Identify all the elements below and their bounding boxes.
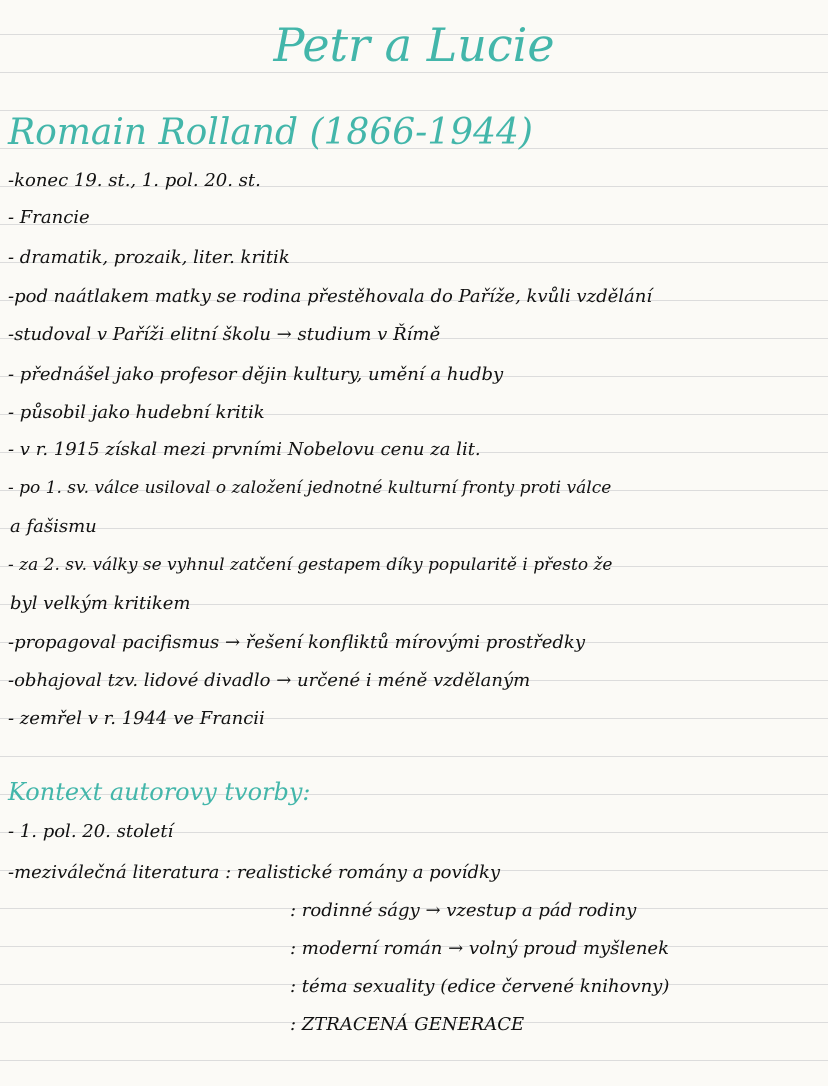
context-line: -meziválečná literatura : realistické romány a povídky — [8, 862, 501, 883]
bio-line: - v r. 1915 získal mezi prvními Nobelovu cenu za lit. — [8, 439, 481, 460]
bio-line: -pod naátlakem matky se rodina přestěhovala do Paříže, kvůli vzdělání — [8, 286, 653, 307]
bio-line: - Francie — [8, 207, 90, 228]
bio-line: -propagoval pacifismus → řešení konfliktů mírovými prostředky — [8, 632, 586, 653]
bio-line: -obhajoval tzv. lidové divadlo → určené i méně vzdělaným — [8, 670, 531, 691]
bio-line: - působil jako hudební kritik — [8, 402, 265, 423]
context-subline: : rodinné ságy → vzestup a pád rodiny — [290, 900, 637, 921]
bio-line: - za 2. sv. války se vyhnul zatčení gestapem díky popularitě i přesto že — [8, 555, 613, 575]
author-heading: Romain Rolland (1866-1944) — [8, 112, 533, 153]
bio-line: -konec 19. st., 1. pol. 20. st. — [8, 170, 261, 191]
page-title: Petr a Lucie — [273, 18, 555, 72]
bio-line: - zemřel v r. 1944 ve Francii — [8, 708, 265, 729]
bio-line: byl velkým kritikem — [10, 593, 191, 614]
bio-line: - přednášel jako profesor dějin kultury, umění a hudby — [8, 364, 504, 385]
bio-line: a fašismu — [10, 516, 97, 537]
context-subline: : ZTRACENÁ GENERACE — [290, 1014, 525, 1035]
context-line: - 1. pol. 20. století — [8, 821, 174, 842]
context-subline: : téma sexuality (edice červené knihovny) — [290, 976, 670, 997]
bio-line: - dramatik, prozaik, liter. kritik — [8, 247, 290, 268]
context-heading: Kontext autorovy tvorby: — [8, 778, 311, 806]
bio-line: - po 1. sv. válce usiloval o založení jednotné kulturní fronty proti válce — [8, 478, 612, 498]
context-subline: : moderní román → volný proud myšlenek — [290, 938, 669, 959]
bio-line: -studoval v Paříži elitní školu → studium v Římě — [8, 324, 441, 345]
